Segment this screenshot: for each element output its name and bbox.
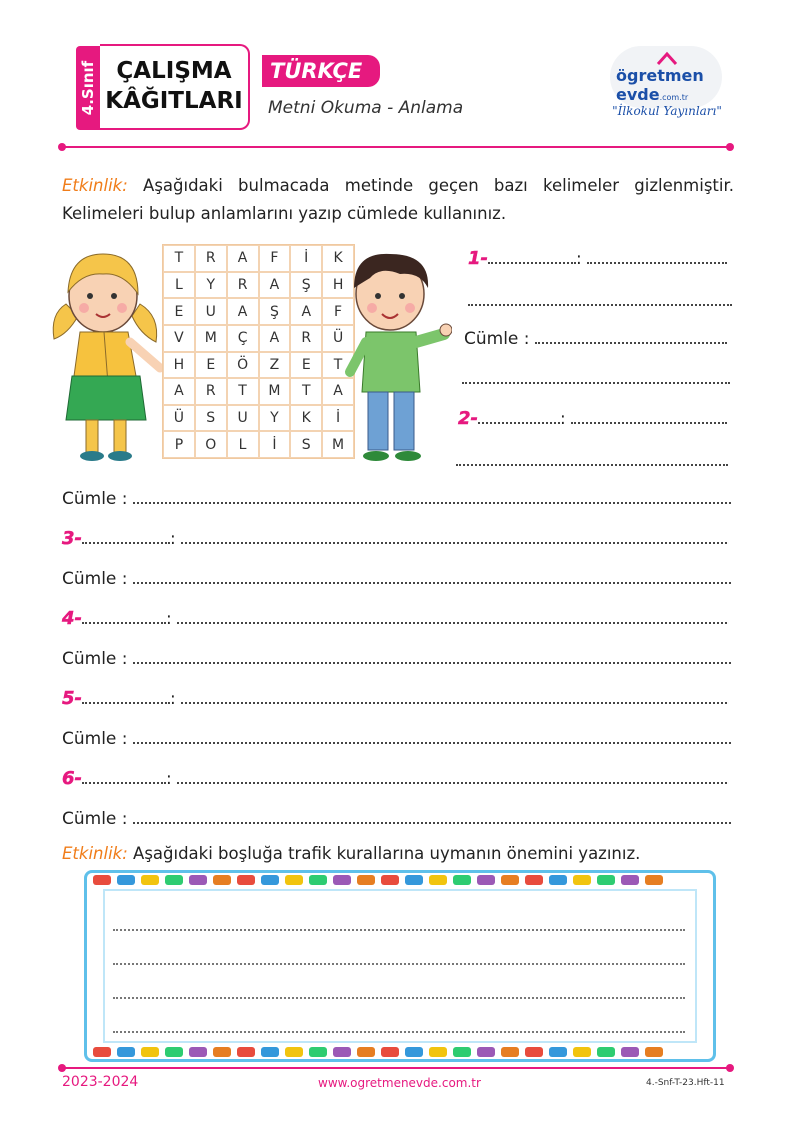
- item-number: 5-: [62, 688, 82, 709]
- footer-divider: [62, 1067, 730, 1069]
- sentence-label: Cümle :: [62, 729, 128, 749]
- car-icon: [117, 875, 135, 885]
- item-3-word-line[interactable]: 3- :: [62, 526, 727, 550]
- grid-cell: K: [322, 245, 354, 272]
- car-icon: [261, 1047, 279, 1057]
- car-icon: [597, 1047, 615, 1057]
- grid-cell: Ş: [290, 272, 322, 299]
- car-icon: [237, 1047, 255, 1057]
- activity-label: Etkinlik:: [62, 176, 128, 195]
- grid-cell: R: [195, 245, 227, 272]
- car-icon: [645, 1047, 663, 1057]
- activity-2-instruction: [62, 840, 734, 868]
- car-icon: [429, 1047, 447, 1057]
- sentence-label: Cümle :: [62, 809, 128, 829]
- car-icon: [621, 1047, 639, 1057]
- item-5-word-line[interactable]: 5- :: [62, 686, 727, 710]
- car-icon: [261, 875, 279, 885]
- grid-cell: Ö: [227, 352, 259, 379]
- item-1-sentence-continuation[interactable]: [462, 366, 730, 390]
- logo-tagline: "İlkokul Yayınları": [612, 104, 722, 118]
- grid-cell: U: [195, 298, 227, 325]
- subtitle: Metni Okuma - Anlama: [268, 98, 464, 118]
- item-number: 4-: [62, 608, 82, 629]
- subject-badge: TÜRKÇE: [262, 55, 380, 87]
- grid-cell: İ: [322, 405, 354, 432]
- car-icon: [501, 875, 519, 885]
- traffic-border-bottom: [93, 1047, 663, 1057]
- activity-1-instruction: [62, 172, 734, 228]
- grid-cell: T: [227, 378, 259, 405]
- car-icon: [453, 1047, 471, 1057]
- item-2-meaning-line[interactable]: [456, 448, 728, 472]
- car-icon: [165, 875, 183, 885]
- grid-cell: Ç: [227, 325, 259, 352]
- writing-frame[interactable]: [84, 870, 716, 1062]
- grid-cell: A: [227, 298, 259, 325]
- grid-cell: A: [227, 245, 259, 272]
- item-1-meaning-line[interactable]: [468, 288, 732, 312]
- writing-line[interactable]: [113, 1031, 685, 1033]
- grid-cell: L: [227, 431, 259, 458]
- item-5-sentence-line[interactable]: [62, 726, 731, 750]
- car-icon: [333, 875, 351, 885]
- grid-cell: E: [290, 352, 322, 379]
- grid-cell: A: [163, 378, 195, 405]
- car-icon: [621, 875, 639, 885]
- car-icon: [357, 1047, 375, 1057]
- grid-cell: A: [259, 325, 291, 352]
- grid-cell: İ: [259, 431, 291, 458]
- car-icon: [333, 1047, 351, 1057]
- grid-cell: E: [163, 298, 195, 325]
- grid-cell: Z: [259, 352, 291, 379]
- grid-cell: Ü: [163, 405, 195, 432]
- car-icon: [141, 875, 159, 885]
- item-1-word-line[interactable]: 1- :: [468, 246, 727, 270]
- car-icon: [309, 1047, 327, 1057]
- writing-area[interactable]: [103, 889, 697, 1043]
- item-4-sentence-line[interactable]: [62, 646, 731, 670]
- car-icon: [141, 1047, 159, 1057]
- grid-cell: Ü: [322, 325, 354, 352]
- car-icon: [501, 1047, 519, 1057]
- car-icon: [573, 875, 591, 885]
- grid-cell: R: [290, 325, 322, 352]
- grid-cell: P: [163, 431, 195, 458]
- car-icon: [309, 875, 327, 885]
- car-icon: [405, 875, 423, 885]
- grid-cell: K: [290, 405, 322, 432]
- item-number: 3-: [62, 528, 82, 549]
- car-icon: [117, 1047, 135, 1057]
- writing-line[interactable]: [113, 997, 685, 999]
- worksheet-title: [100, 44, 250, 130]
- grid-cell: F: [259, 245, 291, 272]
- boy-illustration: [340, 244, 452, 466]
- grid-cell: İ: [290, 245, 322, 272]
- grade-tab: [76, 46, 100, 130]
- sentence-label: Cümle :: [62, 569, 128, 589]
- grid-cell: O: [195, 431, 227, 458]
- item-1-sentence-line[interactable]: [464, 326, 727, 350]
- grid-cell: T: [163, 245, 195, 272]
- grid-cell: Ş: [259, 298, 291, 325]
- car-icon: [381, 875, 399, 885]
- car-icon: [549, 875, 567, 885]
- grid-cell: E: [195, 352, 227, 379]
- car-icon: [237, 875, 255, 885]
- title-line-1: ÇALIŞMA: [116, 58, 232, 84]
- writing-line[interactable]: [113, 929, 685, 931]
- sentence-label: Cümle :: [62, 489, 128, 509]
- traffic-border-top: [93, 875, 663, 885]
- car-icon: [429, 875, 447, 885]
- item-number: 2-: [458, 408, 478, 429]
- footer-code: 4.-Snf-T-23.Hft-11: [646, 1078, 725, 1088]
- grid-cell: A: [259, 272, 291, 299]
- car-icon: [93, 875, 111, 885]
- footer-url[interactable]: www.ogretmenevde.com.tr: [318, 1076, 481, 1090]
- item-4-word-line[interactable]: 4- :: [62, 606, 727, 630]
- word-search-grid: [162, 244, 355, 459]
- item-2-word-line[interactable]: 2- :: [458, 406, 727, 430]
- footer-year: 2023-2024: [62, 1074, 139, 1090]
- item-number: 6-: [62, 768, 82, 789]
- car-icon: [453, 875, 471, 885]
- car-icon: [525, 875, 543, 885]
- grid-cell: A: [322, 378, 354, 405]
- grid-cell: H: [322, 272, 354, 299]
- item-3-sentence-line[interactable]: [62, 566, 731, 590]
- activity-label: Etkinlik:: [62, 844, 128, 863]
- grid-cell: S: [290, 431, 322, 458]
- grid-cell: H: [163, 352, 195, 379]
- car-icon: [213, 875, 231, 885]
- grid-cell: R: [195, 378, 227, 405]
- car-icon: [93, 1047, 111, 1057]
- house-icon: [656, 50, 678, 66]
- car-icon: [165, 1047, 183, 1057]
- car-icon: [285, 1047, 303, 1057]
- car-icon: [477, 875, 495, 885]
- grid-cell: V: [163, 325, 195, 352]
- car-icon: [285, 875, 303, 885]
- activity-text: Aşağıdaki bulmacada metinde geçen bazı kelimeler gizlenmiştir. Kelimeleri bulup anlamlarını yazıp cümlede kullanınız.: [62, 176, 734, 223]
- grid-cell: Y: [259, 405, 291, 432]
- car-icon: [213, 1047, 231, 1057]
- car-icon: [597, 875, 615, 885]
- car-icon: [525, 1047, 543, 1057]
- grid-cell: F: [322, 298, 354, 325]
- car-icon: [573, 1047, 591, 1057]
- girl-illustration: [48, 244, 168, 466]
- item-6-word-line[interactable]: 6- :: [62, 766, 727, 790]
- grid-cell: R: [227, 272, 259, 299]
- grid-cell: T: [290, 378, 322, 405]
- sentence-label: Cümle :: [62, 649, 128, 669]
- writing-line[interactable]: [113, 963, 685, 965]
- car-icon: [381, 1047, 399, 1057]
- logo-name: ögretmen evde.com.tr: [616, 66, 704, 104]
- grid-cell: M: [259, 378, 291, 405]
- car-icon: [405, 1047, 423, 1057]
- grid-cell: M: [195, 325, 227, 352]
- grid-cell: U: [227, 405, 259, 432]
- item-2-sentence-line[interactable]: [62, 486, 731, 510]
- header-divider: [62, 146, 730, 148]
- grid-cell: A: [290, 298, 322, 325]
- car-icon: [189, 1047, 207, 1057]
- grade-label: 4.Sınıf: [79, 60, 97, 116]
- car-icon: [549, 1047, 567, 1057]
- activity-text: Aşağıdaki boşluğa trafik kurallarına uymanın önemini yazınız.: [127, 844, 641, 863]
- grid-cell: M: [322, 431, 354, 458]
- item-6-sentence-line[interactable]: [62, 806, 731, 830]
- grid-cell: S: [195, 405, 227, 432]
- grid-cell: L: [163, 272, 195, 299]
- grid-cell: Y: [195, 272, 227, 299]
- car-icon: [477, 1047, 495, 1057]
- publisher-logo: [604, 44, 730, 130]
- car-icon: [189, 875, 207, 885]
- item-number: 1-: [468, 248, 488, 269]
- car-icon: [357, 875, 375, 885]
- title-line-2: KÂĞITLARI: [105, 88, 243, 114]
- sentence-label: Cümle :: [464, 329, 530, 349]
- car-icon: [645, 875, 663, 885]
- grid-cell: T: [322, 352, 354, 379]
